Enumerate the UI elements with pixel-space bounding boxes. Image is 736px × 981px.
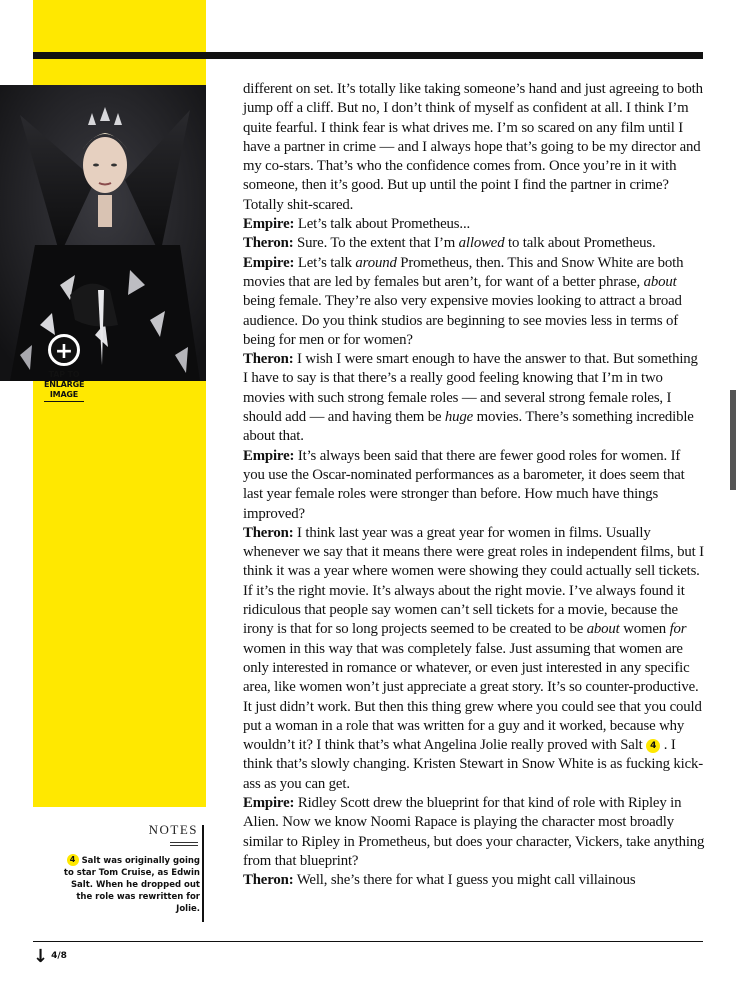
emphasis: around	[355, 254, 397, 271]
answer-text: to talk about Prometheus.	[508, 235, 656, 252]
answer-text: I wish I were smart enough to have the answer to that. But something I have to say is that there’s a really good feeling knowing that I’m in two movies with such strong female roles — and several strong female roles, I should add — and having them be	[243, 351, 698, 426]
note-number-badge: 4	[67, 854, 79, 866]
paragraph	[243, 80, 705, 215]
speaker-label: Theron:	[243, 872, 294, 889]
answer-text: movies. There’s something incredible about that.	[243, 409, 694, 445]
speaker-label: Theron:	[243, 235, 294, 252]
tap-label-line-1: TAP TO	[48, 370, 80, 379]
tap-to-enlarge[interactable]	[44, 334, 84, 402]
page-number: 4/8	[51, 951, 67, 961]
arrow-down-icon[interactable]: ↓	[33, 946, 49, 967]
answer	[243, 350, 705, 446]
answer-text: Sure. To the extent that I’m	[297, 235, 456, 252]
question	[243, 254, 705, 350]
question-text: being female. They’re also very expensive movies looking to attract a broad audience. Do you think studios are beginning to see movies less in terms of being for men or for women?	[243, 293, 682, 348]
question-text: Let’s talk about Prometheus...	[297, 216, 471, 233]
question-text: It’s always been said that there are fewer good roles for women. If you use the Oscar-nominated performances as a barometer, it does seem that last year female roles were stronger than before. How much have things improved?	[243, 447, 685, 522]
answer-text: women	[623, 621, 667, 638]
page-indicator[interactable]	[33, 946, 67, 967]
emphasis: huge	[444, 409, 474, 426]
speaker-label: Empire:	[243, 447, 295, 464]
note-text: Salt was originally going to star Tom Cruise, as Edwin Salt. When he dropped out the role was rewritten for Jolie.	[63, 856, 200, 914]
article-body	[243, 80, 705, 890]
notes-vertical-rule	[202, 825, 204, 922]
speaker-label: Empire:	[243, 254, 295, 271]
answer-text: women in this way that was completely false. Just assuming that women are only interested in romance or whatever, or even just interested in any specific area, like women won’t just appreciate a great story. It’s so counter-productive. It just didn’t work. But then this thing grew where you could see that you could put a woman in a role that was written for a guy and it worked, because why wouldn’t it? I think that’s what Angelina Jolie really proved with Salt	[243, 640, 702, 754]
emphasis: about	[586, 621, 620, 638]
question-text: Prometheus, then. This and Snow White are both movies that are led by females but aren’t, for want of a better phrase,	[243, 254, 684, 290]
notes-rule	[170, 842, 198, 846]
note-reference-badge[interactable]: 4	[646, 739, 660, 753]
question-text: Ridley Scott drew the blueprint for that kind of role with Ripley in Alien. Now we know Noomi Rapace is playing the character most broadly similar to Ripley in Prometheus, but does your character, Vickers, take anything from that blueprint?	[243, 794, 705, 869]
question-text: Let’s talk	[297, 254, 352, 271]
answer-text: . I think that’s slowly changing. Kristen Stewart in Snow White is as fucking kick-ass as you can get.	[243, 737, 704, 792]
article-photo[interactable]	[0, 85, 206, 381]
answer	[243, 234, 705, 253]
note-item	[60, 854, 200, 915]
answer-text: I think last year was a great year for women in films. Usually whenever we say that it means there were great roles in independent films, but I think it was a year where women were showing they could actually sell tickets. If it’s the right movie. It’s always about the right movie. I’ve always found it ridiculous that people say women can’t sell tickets for a movie, because the irony is that for so long projects seemed to be created to be	[243, 524, 704, 638]
answer-text: Well, she’s there for what I guess you might call villainous	[296, 872, 636, 889]
scroll-indicator[interactable]	[730, 390, 736, 490]
answer	[243, 871, 705, 890]
emphasis: for	[669, 621, 687, 638]
question	[243, 215, 705, 234]
notes-title: NOTES	[148, 822, 198, 837]
emphasis: allowed	[458, 235, 505, 252]
answer	[243, 524, 705, 794]
question	[243, 447, 705, 524]
emphasis: about	[643, 273, 677, 290]
portrait-illustration	[0, 85, 206, 381]
speaker-label: Empire:	[243, 794, 295, 811]
tap-label-line-2: ENLARGE	[44, 380, 85, 389]
top-rule	[33, 52, 703, 59]
question	[243, 794, 705, 871]
tap-label-line-3: IMAGE	[49, 390, 79, 399]
bottom-rule	[33, 941, 703, 942]
speaker-label: Empire:	[243, 216, 295, 233]
speaker-label: Theron:	[243, 524, 294, 541]
plus-icon[interactable]: +	[48, 334, 80, 366]
speaker-label: Theron:	[243, 351, 294, 368]
notes-box	[60, 822, 200, 915]
paragraph-text: different on set. It’s totally like taking someone’s hand and just agreeing to both jump off a cliff. But no, I don’t think of myself as confident at all. I think I’m quite fearful. I think fear is what drives me. I’m so scared on any film until I have a partner in crime — and I always hope that’s going to be my director and my co-stars. That’s who the confidence comes from. Once you’re in it with someone, then it’s good. But up until the point I find the partner in crime? Totally shit-scared.	[243, 81, 703, 213]
